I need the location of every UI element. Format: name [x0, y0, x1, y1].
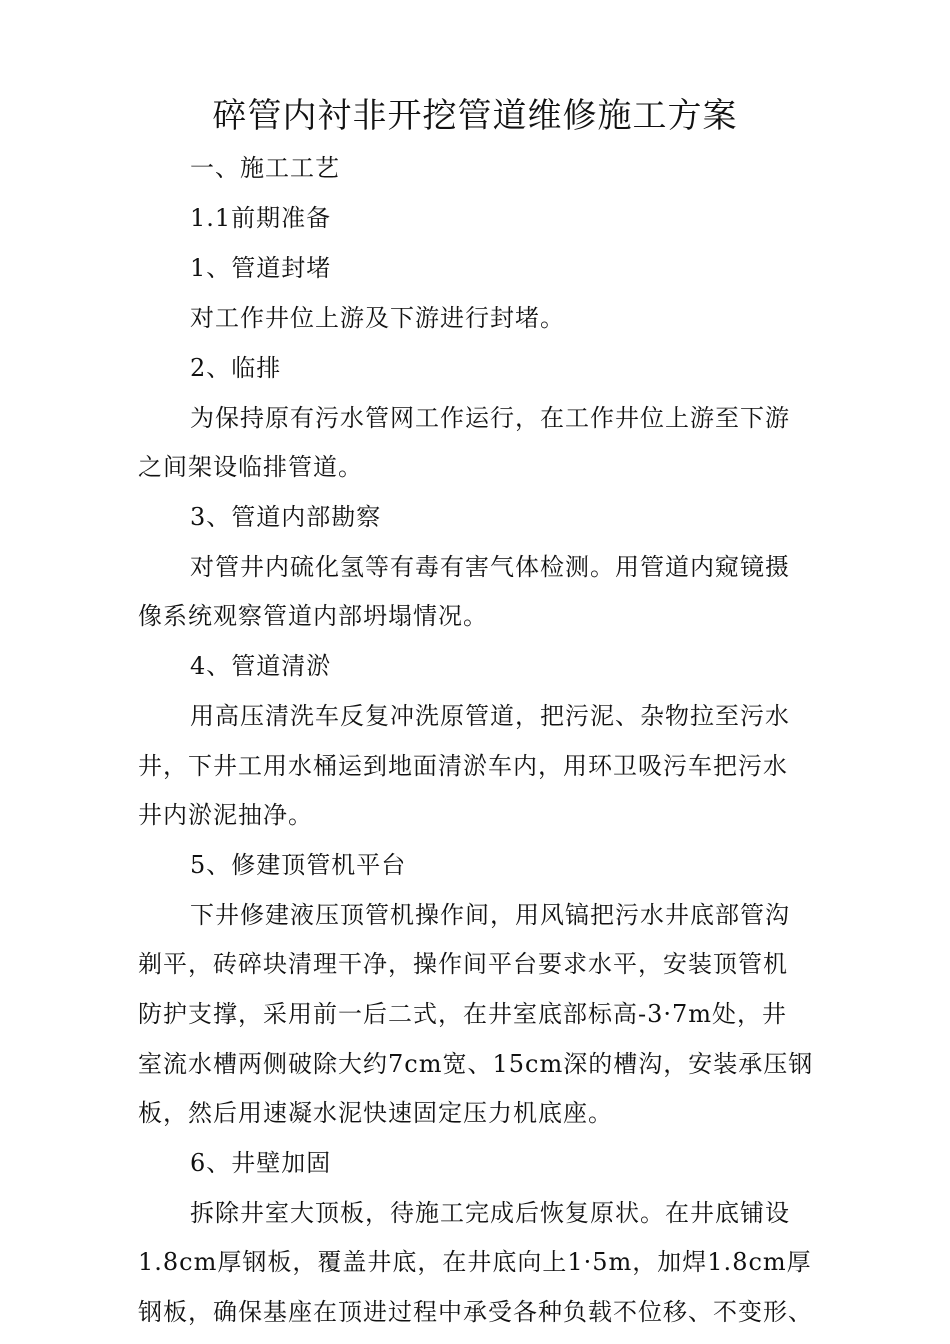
paragraph-line: 对工作井位上游及下游进行封堵。	[190, 304, 565, 332]
paragraph-line: 井，下井工用水桶运到地面清淤车内，用环卫吸污车把污水	[138, 752, 788, 780]
item-heading: 5、修建顶管机平台	[190, 851, 407, 879]
paragraph-line: 像系统观察管道内部坍塌情况。	[138, 602, 488, 630]
paragraph-line: 1.8cm厚钢板，覆盖井底，在井底向上1·5m，加焊1.8cm厚	[138, 1248, 812, 1276]
section-heading: 一、施工工艺	[190, 154, 340, 182]
document-title: 碎管内衬非开挖管道维修施工方案	[212, 96, 738, 136]
paragraph-line: 对管井内硫化氢等有毒有害气体检测。用管道内窥镜摄	[190, 553, 790, 581]
paragraph-line: 拆除井室大顶板，待施工完成后恢复原状。在井底铺设	[190, 1199, 790, 1227]
subsection-heading: 1.1前期准备	[190, 204, 332, 232]
item-heading: 6、井壁加固	[190, 1149, 332, 1177]
paragraph-line: 剃平，砖碎块清理干净，操作间平台要求水平，安装顶管机	[138, 950, 788, 978]
paragraph-line: 室流水槽两侧破除大约7cm宽、15cm深的槽沟，安装承压钢	[138, 1050, 814, 1078]
item-heading: 3、管道内部勘察	[190, 503, 382, 531]
paragraph-line: 用高压清洗车反复冲洗原管道，把污泥、杂物拉至污水	[190, 702, 790, 730]
paragraph-line: 之间架设临排管道。	[138, 453, 363, 481]
paragraph-line: 下井修建液压顶管机操作间，用风镐把污水井底部管沟	[190, 901, 790, 929]
paragraph-line: 钢板，确保基座在顶进过程中承受各种负载不位移、不变形、	[138, 1298, 813, 1326]
paragraph-line: 井内淤泥抽净。	[138, 801, 313, 829]
paragraph-line: 防护支撑，采用前一后二式，在井室底部标高-3·7m处，井	[138, 1000, 788, 1028]
paragraph-line: 板，然后用速凝水泥快速固定压力机底座。	[138, 1099, 613, 1127]
item-heading: 1、管道封堵	[190, 254, 332, 282]
item-heading: 4、管道清淤	[190, 652, 332, 680]
paragraph-line: 为保持原有污水管网工作运行，在工作井位上游至下游	[190, 404, 790, 432]
item-heading: 2、临排	[190, 354, 282, 382]
